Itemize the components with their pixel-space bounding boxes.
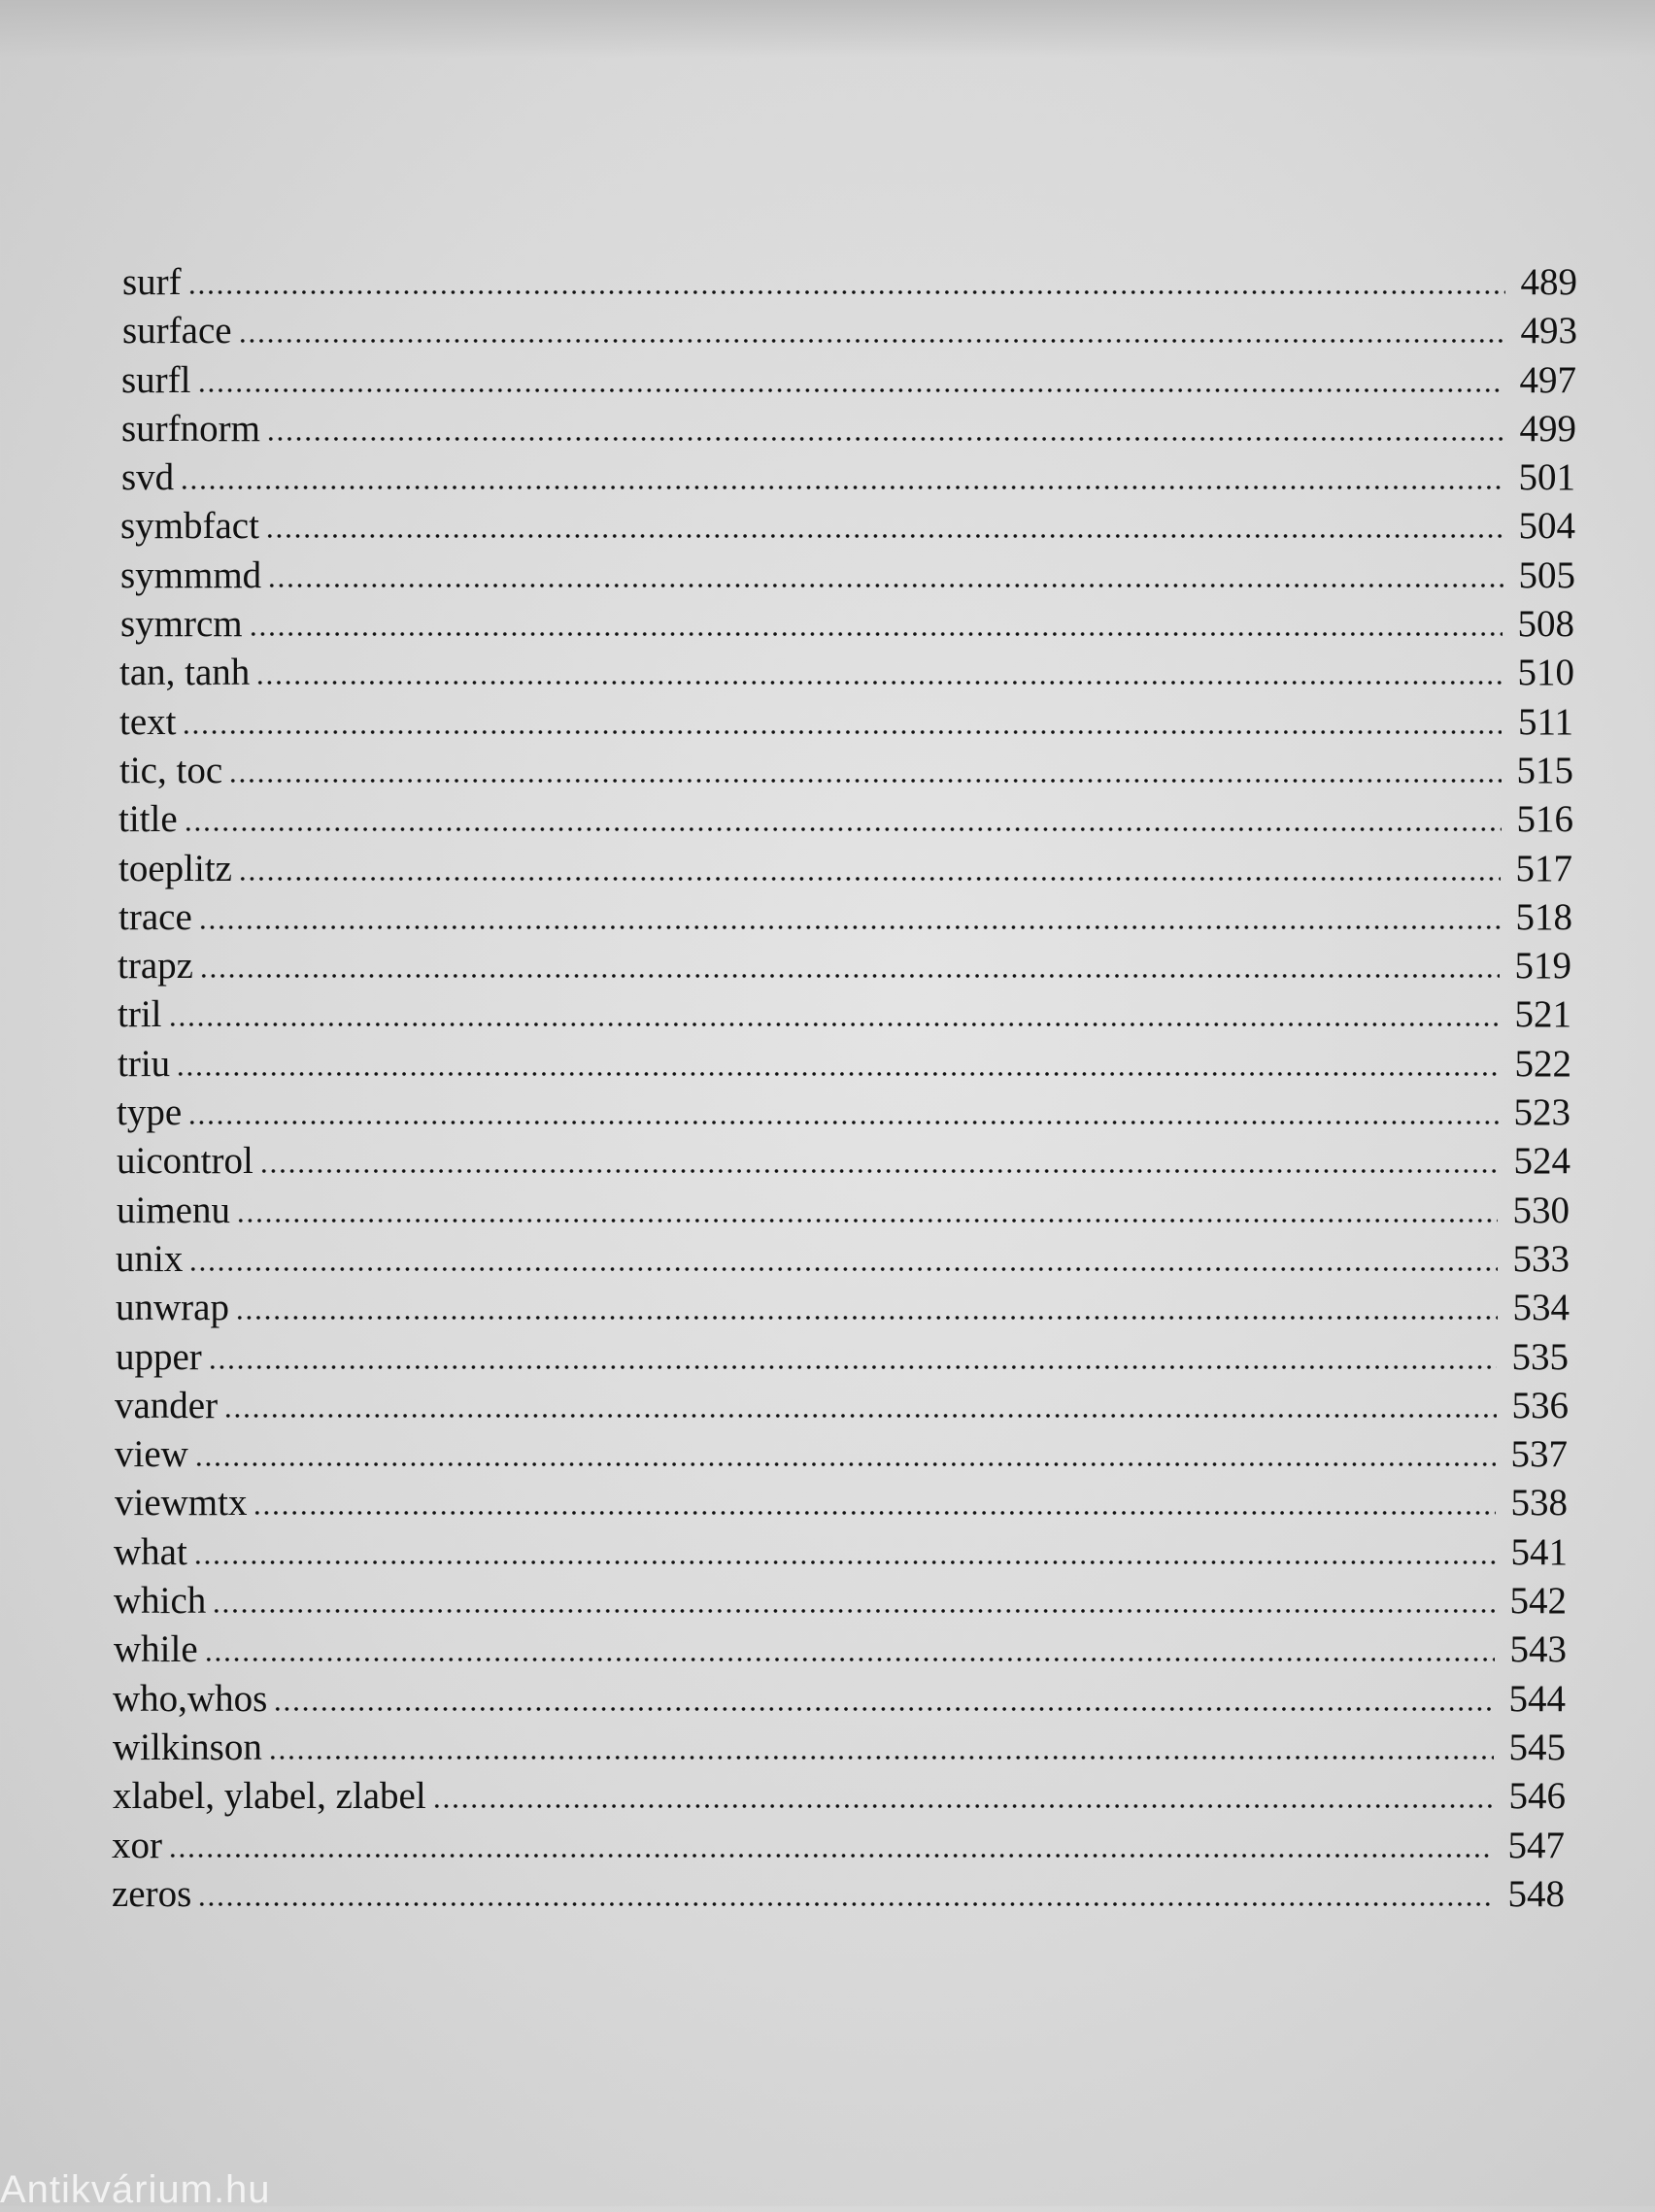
dot-leader	[249, 630, 1503, 638]
index-entry	[117, 1137, 1571, 1186]
index-term: vander	[115, 1384, 219, 1426]
index-page-number: 544	[1508, 1677, 1566, 1720]
index-entry	[121, 356, 1576, 405]
index-entry	[115, 1382, 1569, 1430]
index-page-number: 508	[1517, 603, 1574, 646]
index-page-number: 547	[1507, 1824, 1565, 1866]
index-entry	[119, 747, 1573, 795]
index-term: upper	[116, 1335, 202, 1378]
index-entry	[117, 1089, 1571, 1137]
index-term: trace	[118, 895, 192, 938]
index-entry	[121, 453, 1575, 502]
index-term: viewmtx	[115, 1482, 248, 1525]
dot-leader	[194, 1460, 1496, 1468]
index-entry	[120, 600, 1574, 649]
index-term: wilkinson	[113, 1726, 262, 1768]
index-entry	[118, 795, 1573, 844]
index-page-number: 489	[1520, 261, 1577, 303]
dot-leader	[259, 1167, 1499, 1175]
index-page-number: 522	[1514, 1042, 1571, 1085]
index-page-number: 548	[1507, 1872, 1565, 1915]
dot-leader	[238, 337, 1505, 345]
index-page-number: 511	[1517, 700, 1573, 743]
dot-leader	[268, 1754, 1494, 1761]
index-entry	[118, 845, 1572, 893]
index-term: xor	[112, 1824, 162, 1866]
dot-leader	[187, 288, 1505, 296]
index-entry	[122, 307, 1577, 355]
index-term: uimenu	[117, 1189, 230, 1231]
index-page-number: 530	[1512, 1189, 1570, 1231]
dot-leader	[168, 1021, 1501, 1028]
dot-leader	[188, 1265, 1498, 1273]
index-entry	[116, 1333, 1569, 1382]
index-page-number: 537	[1510, 1433, 1568, 1476]
index-term: which	[114, 1580, 207, 1623]
index-entry	[119, 649, 1574, 697]
index-page-number: 501	[1518, 456, 1575, 499]
index-list	[101, 258, 1577, 1919]
index-entry	[118, 990, 1571, 1039]
index-page-number: 499	[1519, 407, 1576, 450]
page-edge-shadow	[0, 0, 1655, 58]
index-entry	[117, 1187, 1570, 1235]
dot-leader	[235, 1314, 1498, 1322]
index-page-number: 523	[1513, 1091, 1571, 1134]
index-term: triu	[118, 1042, 171, 1085]
index-term: unwrap	[116, 1287, 229, 1329]
index-page-number: 534	[1512, 1287, 1570, 1329]
index-entry	[118, 893, 1572, 942]
index-page-number: 543	[1509, 1628, 1567, 1671]
dot-leader	[273, 1705, 1494, 1713]
dot-leader	[197, 386, 1505, 394]
dot-leader	[204, 1656, 1495, 1663]
index-term: unix	[116, 1237, 184, 1280]
index-entry	[113, 1675, 1566, 1724]
index-term: svd	[121, 456, 175, 499]
index-page-number: 518	[1515, 895, 1572, 938]
index-term: trapz	[118, 945, 193, 988]
dot-leader	[223, 1412, 1497, 1420]
index-term: what	[114, 1530, 187, 1573]
dot-leader	[184, 825, 1502, 833]
index-term: who,whos	[113, 1677, 268, 1720]
dot-leader	[253, 1509, 1496, 1517]
index-page-number: 515	[1516, 749, 1573, 791]
dot-leader	[197, 1900, 1493, 1908]
index-term: tril	[118, 993, 162, 1036]
index-term: type	[117, 1091, 183, 1134]
dot-leader	[267, 582, 1503, 589]
dot-leader	[182, 728, 1502, 736]
index-entry	[114, 1528, 1568, 1577]
index-page-number: 538	[1510, 1482, 1568, 1525]
index-term: while	[114, 1628, 198, 1671]
index-entry	[115, 1479, 1568, 1527]
index-term: text	[119, 700, 177, 743]
dot-leader	[266, 435, 1504, 443]
dot-leader	[212, 1607, 1495, 1615]
dot-leader	[168, 1852, 1493, 1860]
index-term: surfl	[121, 358, 191, 401]
dot-leader	[265, 532, 1503, 540]
index-page-number: 517	[1515, 847, 1572, 889]
dot-leader	[187, 1119, 1499, 1126]
index-term: symbfact	[120, 505, 259, 548]
dot-leader	[432, 1802, 1494, 1810]
dot-leader	[180, 484, 1503, 491]
index-page-number: 505	[1518, 553, 1575, 596]
index-page-number: 542	[1509, 1580, 1567, 1623]
index-page-number: 510	[1517, 652, 1574, 694]
index-page-number: 535	[1511, 1335, 1569, 1378]
index-entry	[112, 1822, 1565, 1870]
index-entry	[121, 405, 1576, 453]
index-term: tan, tanh	[119, 652, 251, 694]
index-entry	[118, 942, 1571, 990]
index-entry	[118, 1040, 1571, 1089]
dot-leader	[208, 1363, 1497, 1371]
watermark-text: Antikvárium.hu	[0, 2168, 271, 2211]
index-entry	[116, 1284, 1570, 1332]
index-term: tic, toc	[119, 749, 223, 791]
index-page-number: 519	[1514, 945, 1571, 988]
index-entry	[120, 502, 1575, 551]
index-term: symmmd	[120, 553, 262, 596]
index-entry	[122, 258, 1577, 307]
dot-leader	[198, 923, 1501, 931]
index-page-number: 545	[1508, 1726, 1566, 1768]
index-page-number: 536	[1511, 1384, 1569, 1426]
dot-leader	[199, 972, 1500, 980]
index-term: surfnorm	[121, 407, 260, 450]
index-page-number: 504	[1518, 505, 1575, 548]
index-term: view	[115, 1433, 188, 1476]
index-entry	[114, 1577, 1567, 1625]
index-entry	[115, 1430, 1568, 1479]
dot-leader	[238, 875, 1501, 883]
index-entry	[113, 1772, 1566, 1821]
index-entry	[114, 1625, 1567, 1674]
index-page-number: 524	[1513, 1140, 1571, 1183]
index-page-number: 521	[1514, 993, 1571, 1036]
index-page-number: 546	[1508, 1775, 1566, 1818]
index-term: toeplitz	[118, 847, 232, 889]
index-entry	[120, 552, 1575, 600]
dot-leader	[228, 777, 1502, 785]
index-page-number: 533	[1512, 1237, 1570, 1280]
dot-leader	[236, 1217, 1498, 1224]
index-entry	[119, 698, 1573, 747]
index-term: zeros	[112, 1872, 192, 1915]
index-entry	[116, 1235, 1570, 1284]
index-term: uicontrol	[117, 1140, 253, 1183]
index-term: surface	[122, 310, 232, 352]
index-term: symrcm	[120, 603, 243, 646]
index-page-number: 516	[1516, 798, 1573, 841]
dot-leader	[255, 679, 1503, 687]
index-entry	[113, 1724, 1566, 1772]
index-page-number: 493	[1520, 310, 1577, 352]
index-term: surf	[122, 261, 182, 303]
index-entry	[112, 1870, 1565, 1919]
index-term: xlabel, ylabel, zlabel	[113, 1775, 426, 1818]
dot-leader	[176, 1070, 1500, 1078]
index-page-number: 541	[1510, 1530, 1568, 1573]
index-term: title	[118, 798, 178, 841]
dot-leader	[193, 1558, 1496, 1566]
index-page-number: 497	[1519, 358, 1576, 401]
